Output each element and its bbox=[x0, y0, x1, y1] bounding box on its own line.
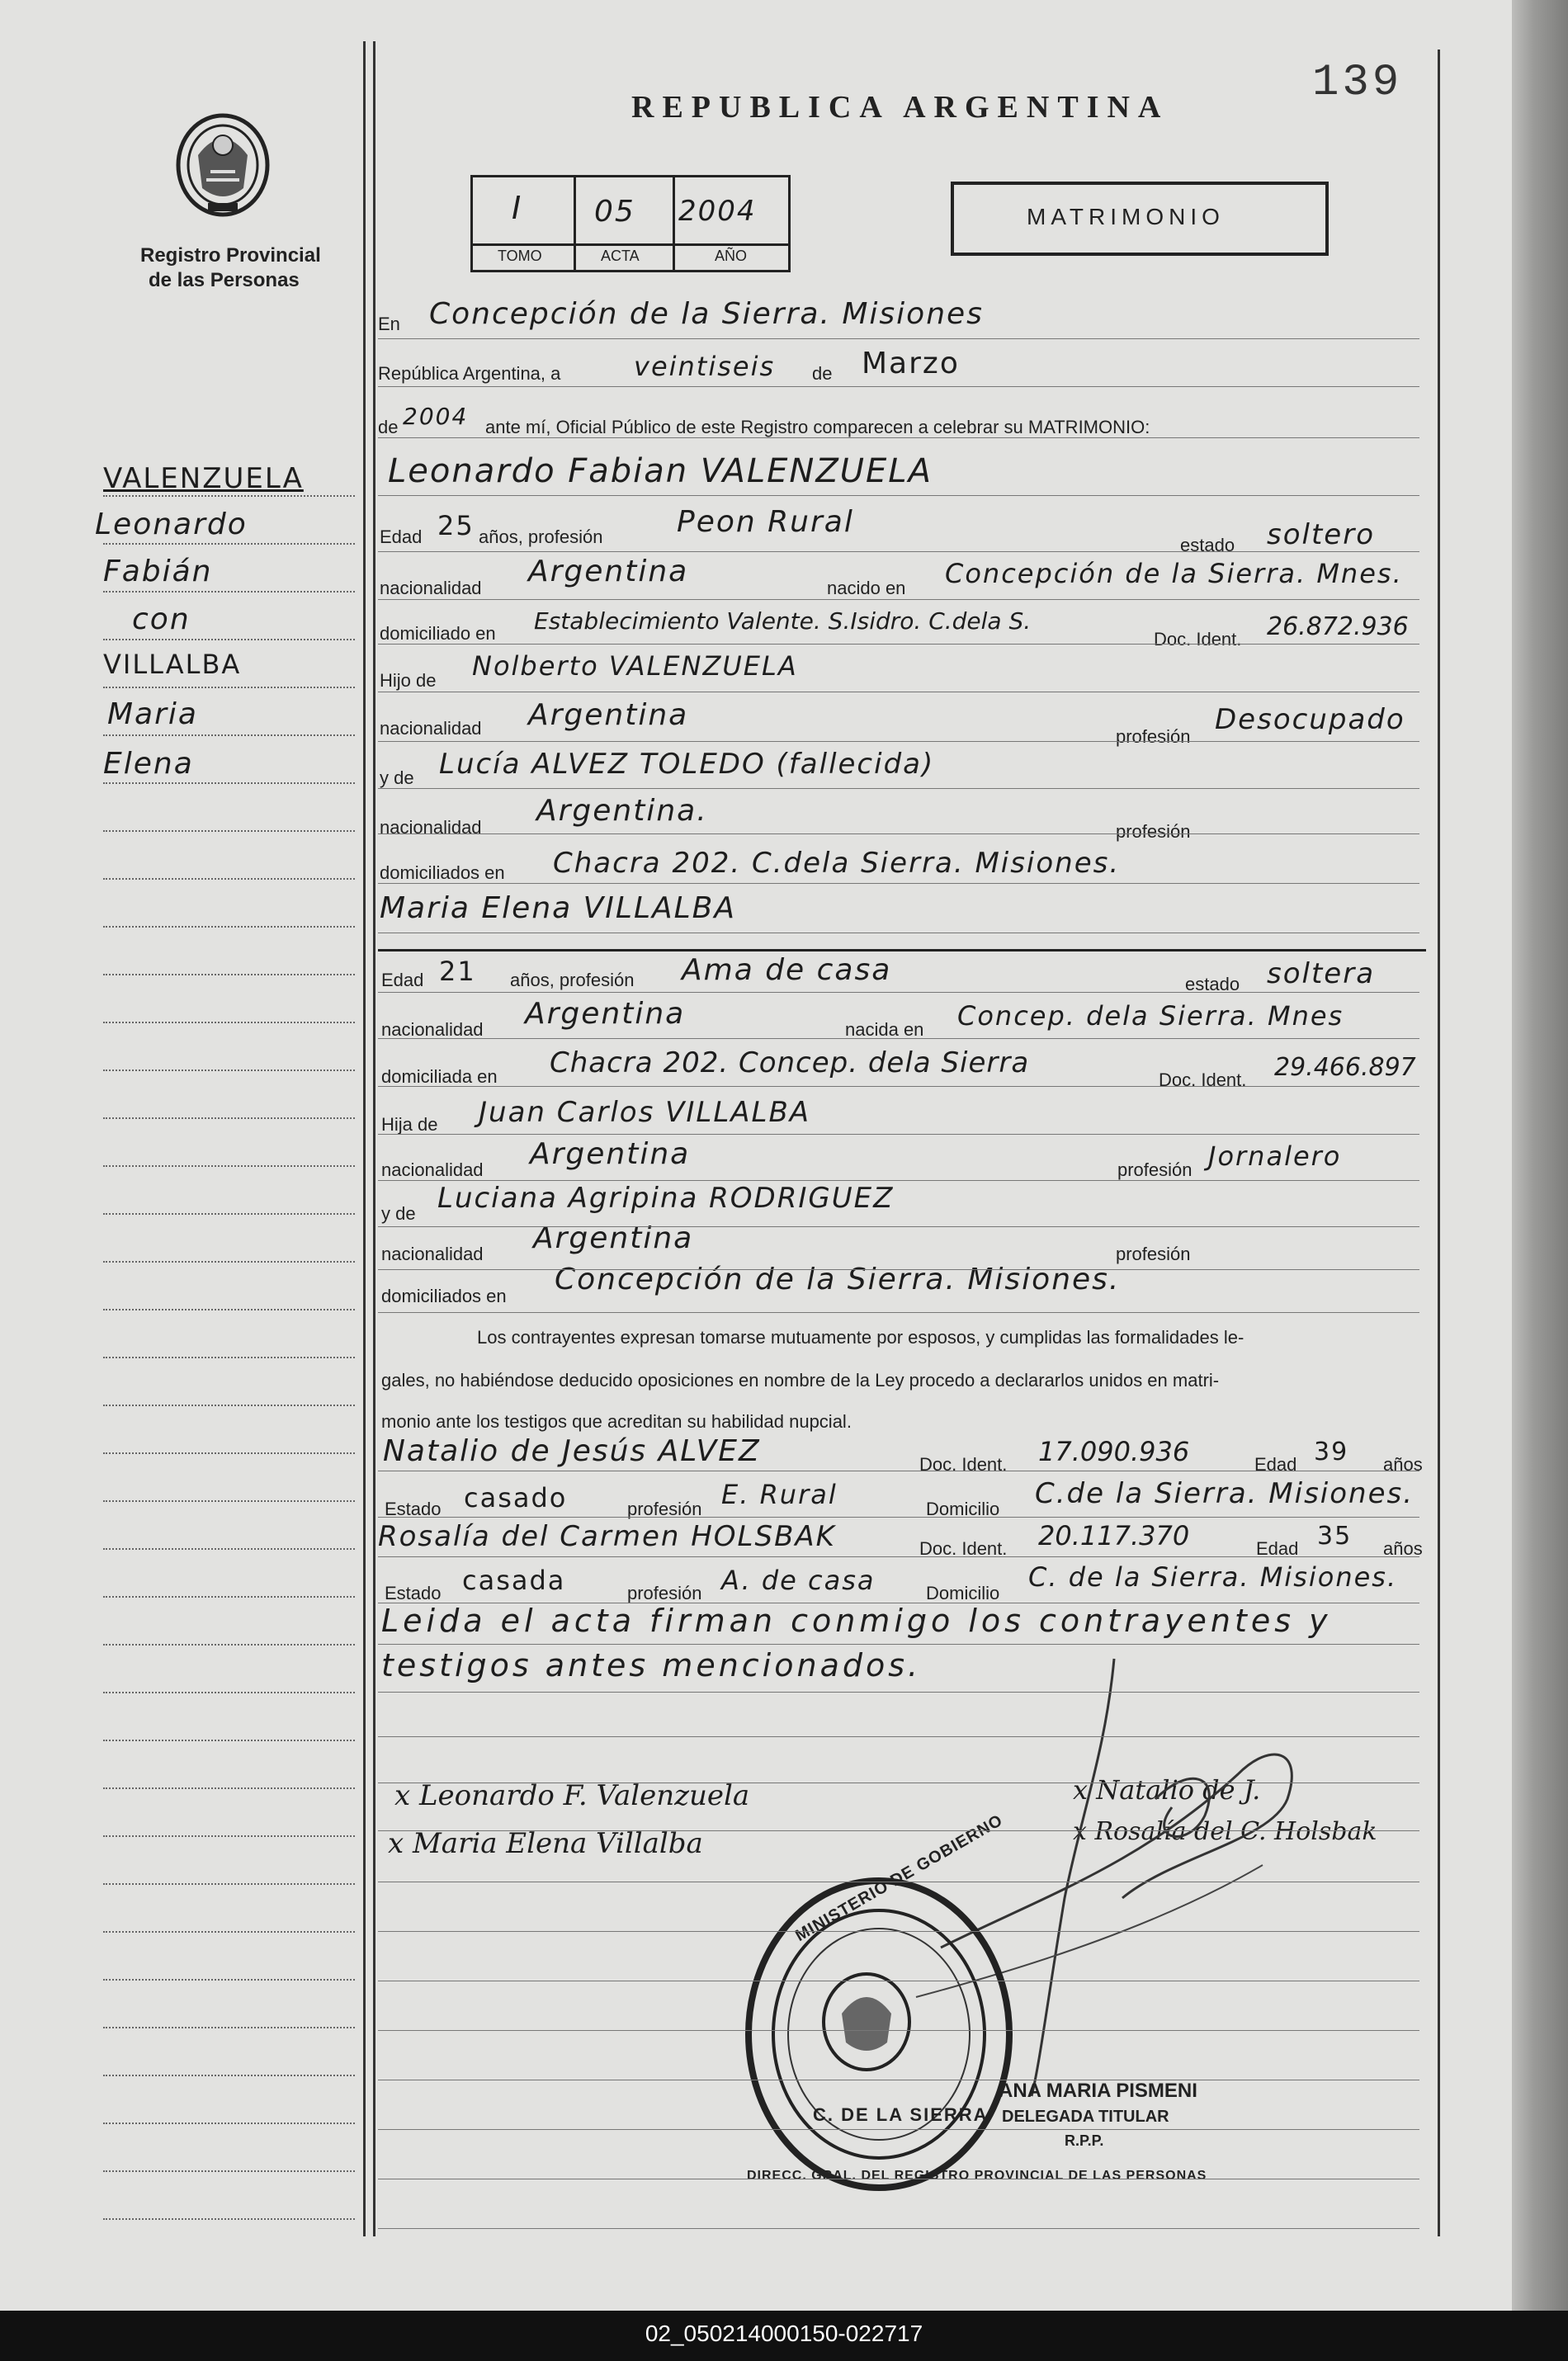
margin-rule-line bbox=[103, 1500, 355, 1502]
body-rule-line bbox=[378, 1736, 1419, 1737]
body-rule-line bbox=[378, 2129, 1419, 2130]
margin-rule-line bbox=[103, 1692, 355, 1693]
margin-rule-line bbox=[103, 2218, 355, 2220]
groom-mother-nationality: Argentina. bbox=[536, 794, 708, 828]
margin-note-line: Maria bbox=[107, 697, 198, 731]
margin-rule-line bbox=[103, 687, 355, 688]
bride-signature: x Maria Elena Villalba bbox=[388, 1827, 703, 1860]
margin-rule-line bbox=[103, 2027, 355, 2028]
body-rule-line bbox=[378, 599, 1419, 600]
bride-parents-address: Concepción de la Sierra. Misiones. bbox=[555, 1263, 1121, 1296]
margin-rule-line bbox=[103, 734, 355, 736]
margin-note-line: Elena bbox=[103, 747, 194, 781]
body-rule-line bbox=[378, 1830, 1419, 1831]
margin-rule-line bbox=[103, 639, 355, 640]
acta-label: ACTA bbox=[601, 248, 640, 264]
closing-note-line: Leida el acta firman conmigo los contrayentes y bbox=[381, 1603, 1332, 1639]
officer-name: ANA MARIA PISMENI bbox=[999, 2080, 1197, 2102]
section-divider bbox=[378, 949, 1426, 951]
margin-note-surname: VALENZUELA bbox=[103, 462, 304, 495]
bride-father-nationality: Argentina bbox=[530, 1137, 691, 1171]
witness2-doc-label: Doc. Ident. bbox=[919, 1538, 1008, 1559]
witness1-years-label: años bbox=[1383, 1454, 1423, 1475]
groom-father: Nolberto VALENZUELA bbox=[472, 650, 798, 682]
groom-mother-nationality-label: nacionalidad bbox=[380, 817, 482, 838]
right-border-rule bbox=[1438, 50, 1440, 2236]
bride-father: Juan Carlos VILLALBA bbox=[479, 1096, 811, 1129]
witness1-profession-label: profesión bbox=[627, 1499, 702, 1519]
margin-rule-line bbox=[103, 1835, 355, 1837]
bride-father-profession: Jornalero bbox=[1208, 1140, 1342, 1172]
body-rule-line bbox=[378, 1086, 1419, 1087]
bride-profession: Ama de casa bbox=[682, 953, 892, 987]
body-rule-line bbox=[378, 1226, 1419, 1227]
margin-rule-right bbox=[373, 41, 375, 2236]
bride-father-label: Hija de bbox=[381, 1114, 438, 1135]
country-title: REPUBLICA ARGENTINA bbox=[631, 90, 1169, 125]
margin-rule-line bbox=[103, 1022, 355, 1023]
body-rule-line bbox=[378, 1644, 1419, 1645]
bride-mother-nationality-label: nacionalidad bbox=[381, 1244, 484, 1264]
groom-mother-label: y de bbox=[380, 767, 414, 788]
witness2-age-label: Edad bbox=[1256, 1538, 1299, 1559]
margin-rule-line bbox=[103, 2170, 355, 2172]
margin-rule-line bbox=[103, 1261, 355, 1263]
republica-label: República Argentina, a bbox=[378, 363, 561, 384]
body-rule-line bbox=[378, 883, 1419, 884]
bride-address-label: domiciliada en bbox=[381, 1066, 498, 1087]
groom-birthplace-label: nacido en bbox=[827, 578, 906, 598]
margin-rule-line bbox=[103, 1357, 355, 1358]
en-label: En bbox=[378, 314, 400, 334]
witness1-profession: E. Rural bbox=[721, 1479, 838, 1510]
stamp-ring-text-value: DIRECC. GRAL. DEL REGISTRO PROVINCIAL DE LAS PERSONAS bbox=[747, 2169, 1207, 2183]
witness2-age: 35 bbox=[1317, 1522, 1353, 1551]
body-rule-line bbox=[378, 992, 1419, 993]
groom-father-nationality: Argentina bbox=[528, 698, 689, 732]
act-place: Concepción de la Sierra. Misiones bbox=[429, 297, 984, 331]
body-rule-line bbox=[378, 2030, 1419, 2031]
witness1-age: 39 bbox=[1314, 1438, 1349, 1466]
bride-father-nationality-label: nacionalidad bbox=[381, 1159, 484, 1180]
groom-age-label: Edad bbox=[380, 527, 423, 547]
margin-rule-line bbox=[103, 2123, 355, 2124]
bride-name: Maria Elena VILLALBA bbox=[380, 891, 737, 925]
margin-rule-line bbox=[103, 1740, 355, 1741]
record-type: MATRIMONIO bbox=[1027, 204, 1225, 229]
margin-rule-line bbox=[103, 1117, 355, 1119]
declaration-line: Los contrayentes expresan tomarse mutuamente por esposos, y cumplidas las formalidades le- bbox=[477, 1327, 1244, 1348]
witness1-doc: 17.090.936 bbox=[1038, 1436, 1190, 1467]
margin-rule-line bbox=[103, 926, 355, 928]
margin-note-line: VILLALBA bbox=[103, 649, 242, 680]
margin-rule-line bbox=[103, 1452, 355, 1454]
margin-rule-line bbox=[103, 878, 355, 880]
witness1-signature: x Natalio de J. bbox=[1073, 1774, 1261, 1806]
bride-nationality: Argentina bbox=[525, 997, 686, 1031]
groom-nationality-label: nacionalidad bbox=[380, 578, 482, 598]
bride-address: Chacra 202. Concep. dela Sierra bbox=[550, 1046, 1030, 1079]
bride-nationality-label: nacionalidad bbox=[381, 1019, 484, 1040]
body-rule-line bbox=[378, 833, 1419, 834]
body-rule-line bbox=[378, 788, 1419, 789]
officer-title: DELEGADA TITULAR bbox=[1002, 2108, 1169, 2126]
margin-rule-line bbox=[103, 1309, 355, 1310]
provincial-emblem-icon bbox=[165, 106, 281, 221]
witness2-name: Rosalía del Carmen HOLSBAK bbox=[378, 1520, 836, 1553]
witness1-address-label: Domicilio bbox=[926, 1499, 1000, 1519]
witness2-address: C. de la Sierra. Misiones. bbox=[1028, 1561, 1398, 1593]
groom-age: 25 bbox=[437, 510, 475, 541]
groom-profession: Peon Rural bbox=[677, 505, 854, 539]
de-label: de bbox=[812, 363, 833, 384]
margin-note-line: con bbox=[132, 602, 191, 636]
groom-parents-address-label: domiciliados en bbox=[380, 862, 505, 883]
groom-doc: 26.872.936 bbox=[1267, 612, 1409, 641]
bride-civil-status: soltera bbox=[1267, 957, 1376, 990]
margin-rule-line bbox=[103, 591, 355, 593]
body-rule-line bbox=[378, 1269, 1419, 1270]
bride-profession-label: años, profesión bbox=[510, 970, 635, 990]
witness2-address-label: Domicilio bbox=[926, 1583, 1000, 1603]
tomo-value: I bbox=[512, 190, 523, 226]
groom-father-profession: Desocupado bbox=[1215, 703, 1405, 736]
year-prefix-label: de bbox=[378, 417, 399, 437]
groom-name: Leonardo Fabian VALENZUELA bbox=[388, 452, 933, 490]
witness1-doc-label: Doc. Ident. bbox=[919, 1454, 1008, 1475]
body-rule-line bbox=[378, 1134, 1419, 1135]
bride-status-label: estado bbox=[1185, 974, 1240, 994]
page-number: 139 bbox=[1312, 58, 1403, 108]
bride-mother-nationality: Argentina bbox=[533, 1221, 694, 1255]
act-year: 2004 bbox=[403, 403, 469, 430]
declaration-line: gales, no habiéndose deducido oposiciones en nombre de la Ley procedo a declararlos unidos en matri- bbox=[381, 1370, 1220, 1391]
margin-rule-line bbox=[103, 2075, 355, 2076]
stamp-ring-text bbox=[747, 2169, 1207, 2184]
act-day: veintiseis bbox=[634, 351, 776, 382]
body-rule-line bbox=[378, 495, 1419, 496]
scan-identifier: 02_050214000150-022717 bbox=[645, 2321, 923, 2346]
closing-note-line: testigos antes mencionados. bbox=[381, 1647, 922, 1683]
body-rule-line bbox=[378, 338, 1419, 339]
margin-rule-line bbox=[103, 495, 355, 497]
groom-profession-label: años, profesión bbox=[479, 527, 603, 547]
bride-mother-profession-label: profesión bbox=[1116, 1244, 1191, 1264]
margin-rule-line bbox=[103, 830, 355, 832]
margin-rule-line bbox=[103, 543, 355, 545]
witness1-status-label: Estado bbox=[385, 1499, 442, 1519]
body-rule-line bbox=[378, 1692, 1419, 1693]
witness1-address: C.de la Sierra. Misiones. bbox=[1035, 1477, 1415, 1510]
book-binding-edge bbox=[1512, 0, 1568, 2311]
witness2-doc: 20.117.370 bbox=[1038, 1520, 1190, 1551]
margin-rule-line bbox=[103, 782, 355, 784]
body-rule-line bbox=[378, 1180, 1419, 1181]
margin-rule-line bbox=[103, 1883, 355, 1885]
margin-note-line: Leonardo bbox=[95, 508, 248, 541]
bride-mother-label: y de bbox=[381, 1203, 416, 1224]
act-intro: ante mí, Oficial Público de este Registro comparecen a celebrar su MATRIMONIO: bbox=[485, 417, 1150, 437]
body-rule-line bbox=[378, 1038, 1419, 1039]
bride-age: 21 bbox=[439, 956, 476, 987]
groom-signature: x Leonardo F. Valenzuela bbox=[394, 1779, 750, 1812]
bride-father-profession-label: profesión bbox=[1117, 1159, 1193, 1180]
margin-rule-line bbox=[103, 1070, 355, 1071]
groom-mother-profession-label: profesión bbox=[1116, 821, 1191, 842]
witness2-civil-status: casada bbox=[462, 1565, 566, 1596]
body-rule-line bbox=[378, 551, 1419, 552]
body-rule-line bbox=[378, 437, 1419, 438]
witness2-status-label: Estado bbox=[385, 1583, 442, 1603]
groom-father-label: Hijo de bbox=[380, 670, 437, 691]
body-rule-line bbox=[378, 2228, 1419, 2229]
groom-address-label: domiciliado en bbox=[380, 623, 496, 644]
groom-father-nationality-label: nacionalidad bbox=[380, 718, 482, 739]
groom-father-profession-label: profesión bbox=[1116, 726, 1191, 747]
body-rule-line bbox=[378, 1931, 1419, 1932]
act-month: Marzo bbox=[862, 347, 960, 380]
tomo-label: TOMO bbox=[498, 248, 542, 264]
witness2-profession-label: profesión bbox=[627, 1583, 702, 1603]
bride-birthplace-label: nacida en bbox=[845, 1019, 924, 1040]
witness1-civil-status: casado bbox=[464, 1482, 568, 1513]
witness2-signature: x Rosalía del C. Holsbak bbox=[1073, 1817, 1377, 1846]
declaration-line: monio ante los testigos que acreditan su habilidad nupcial. bbox=[381, 1411, 852, 1432]
margin-rule-line bbox=[103, 1931, 355, 1933]
witness2-profession: A. de casa bbox=[721, 1565, 876, 1596]
margin-rule-line bbox=[103, 1596, 355, 1598]
registry-name-line2: de las Personas bbox=[149, 269, 300, 291]
groom-birthplace: Concepción de la Sierra. Mnes. bbox=[945, 558, 1403, 589]
margin-rule-line bbox=[103, 1405, 355, 1406]
groom-status-label: estado bbox=[1180, 535, 1235, 555]
margin-rule-line bbox=[103, 974, 355, 975]
officer-office: R.P.P. bbox=[1065, 2132, 1104, 2149]
groom-parents-address: Chacra 202. C.dela Sierra. Misiones. bbox=[553, 847, 1121, 880]
stamp-inner-text: MINISTERIO DE GOBIERNO bbox=[792, 1811, 1007, 1946]
bride-birthplace: Concep. dela Sierra. Mnes bbox=[957, 1000, 1344, 1032]
bride-doc: 29.466.897 bbox=[1274, 1053, 1416, 1082]
anio-value: 2004 bbox=[678, 195, 757, 228]
margin-rule-line bbox=[103, 1165, 355, 1167]
stamp-center-text: C. DE LA SIERRA bbox=[813, 2104, 989, 2125]
bride-doc-label: Doc. Ident. bbox=[1159, 1070, 1247, 1090]
groom-civil-status: soltero bbox=[1267, 518, 1375, 551]
acta-value: 05 bbox=[594, 195, 635, 229]
margin-rule-line bbox=[103, 1213, 355, 1215]
body-rule-line bbox=[378, 1517, 1419, 1518]
groom-doc-label: Doc. Ident. bbox=[1154, 629, 1242, 649]
body-rule-line bbox=[378, 1556, 1419, 1557]
margin-rule-line bbox=[103, 1787, 355, 1789]
groom-address: Establecimiento Valente. S.Isidro. C.dela S. bbox=[534, 607, 1032, 635]
margin-rule-line bbox=[103, 1979, 355, 1981]
witness1-age-label: Edad bbox=[1254, 1454, 1297, 1475]
body-rule-line bbox=[378, 644, 1419, 645]
bride-mother: Luciana Agripina RODRIGUEZ bbox=[437, 1182, 895, 1215]
bride-parents-address-label: domiciliados en bbox=[381, 1286, 507, 1306]
margin-rule-left bbox=[363, 41, 366, 2236]
groom-mother: Lucía ALVEZ TOLEDO (fallecida) bbox=[439, 748, 935, 781]
groom-nationality: Argentina bbox=[528, 555, 689, 588]
body-rule-line bbox=[378, 741, 1419, 742]
registry-name-line1: Registro Provincial bbox=[140, 244, 321, 267]
body-rule-line bbox=[378, 386, 1419, 387]
margin-note-line: Fabián bbox=[103, 555, 213, 588]
bride-age-label: Edad bbox=[381, 970, 424, 990]
body-rule-line bbox=[378, 1312, 1419, 1313]
margin-rule-line bbox=[103, 1548, 355, 1550]
witness1-name: Natalio de Jesús ALVEZ bbox=[383, 1434, 761, 1468]
anio-label: AÑO bbox=[715, 248, 748, 264]
witness2-years-label: años bbox=[1383, 1538, 1423, 1559]
margin-rule-line bbox=[103, 1644, 355, 1646]
